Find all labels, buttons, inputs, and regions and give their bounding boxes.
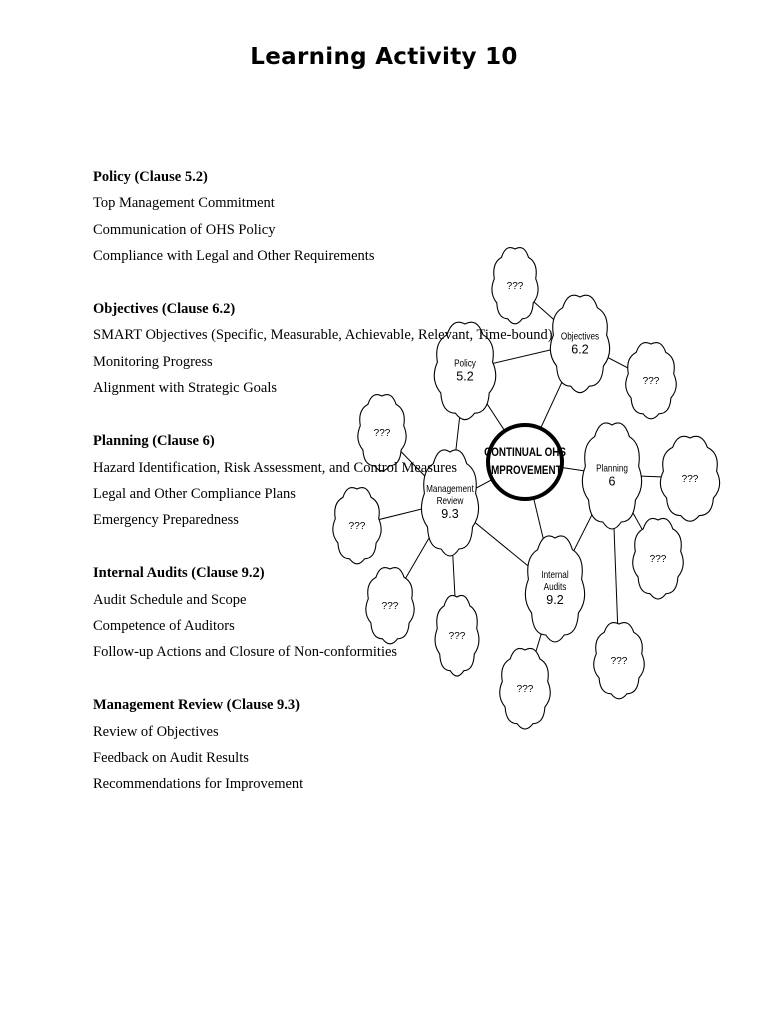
clause-number: 9.2 [546,593,564,607]
clause-number: 9.3 [441,507,459,521]
center-label-line2: Improvement [488,464,562,478]
placeholder-label: ??? [681,474,699,485]
section-item: Communication of OHS Policy [93,221,276,238]
section-item: Feedback on Audit Results [93,750,249,767]
placeholder-label: ??? [373,428,391,439]
placeholder-label: ??? [506,281,524,292]
clause-label-word: Review [436,495,464,507]
section-item: Top Management Commitment [93,195,275,212]
section-item: Compliance with Legal and Other Requirements [93,248,375,265]
section-item: Emergency Preparedness [93,512,239,529]
clause-label-word: Planning [596,462,628,474]
clause-number: 6 [608,474,616,489]
placeholder-label: ??? [448,631,466,642]
section-item: Alignment with Strategic Goals [93,380,278,397]
clause-label-word: Internal [541,569,569,581]
page-title: Learning Activity 10 [250,44,518,70]
section-item: Legal and Other Compliance Plans [93,485,296,502]
section-item: Recommendations for Improvement [93,776,304,793]
section-1 [93,296,693,402]
clause-label-word: Audits [543,581,567,593]
section-4 [93,692,693,798]
section-item: Review of Objectives [93,723,219,740]
section-0 [93,164,693,270]
placeholder-label: ??? [348,521,366,532]
section-heading: Management Review (Clause 9.3) [93,697,300,714]
clause-number: 6.2 [571,342,589,357]
center-label-line1: Continual OHS [484,446,566,460]
section-heading: Planning (Clause 6) [93,433,215,450]
section-heading: Internal Audits (Clause 9.2) [93,565,265,582]
clause-label-word: Policy [454,357,476,369]
placeholder-label: ??? [381,601,399,612]
placeholder-label: ??? [642,376,660,387]
section-item: Hazard Identification, Risk Assessment, and Control Measures [93,459,458,476]
clause-number: 5.2 [456,369,474,384]
section-heading: Objectives (Clause 6.2) [93,301,236,318]
document-body [93,164,693,824]
placeholder-label: ??? [649,554,667,565]
placeholder-label: ??? [610,656,628,667]
section-item: Competence of Auditors [93,617,235,634]
placeholder-label: ??? [516,684,534,695]
clause-label-word: Management [426,483,474,495]
section-heading: Policy (Clause 5.2) [93,169,208,185]
section-item: Audit Schedule and Scope [93,591,247,608]
section-2 [93,428,693,534]
section-3 [93,560,693,666]
section-item: Follow-up Actions and Closure of Non-conformities [93,644,398,661]
clause-label-word: Objectives [560,330,600,342]
section-item: SMART Objectives (Specific, Measurable, Achievable, Relevant, Time-bound) [93,327,553,344]
section-item: Monitoring Progress [93,353,213,370]
